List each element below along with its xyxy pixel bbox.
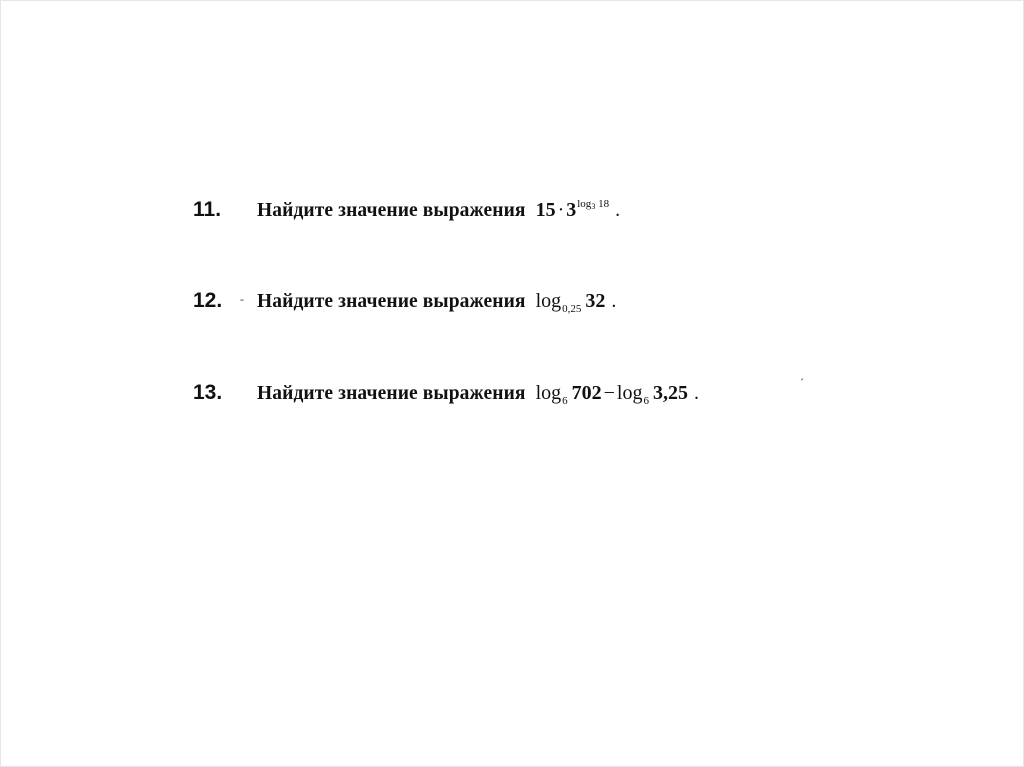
expression xyxy=(536,290,617,313)
problem-text: Найдите значение выражения xyxy=(257,200,526,221)
log-argument: 32 xyxy=(585,290,606,312)
expression xyxy=(536,199,620,222)
stray-mark: ´ xyxy=(800,376,804,390)
log-function: log xyxy=(616,382,643,404)
power-base: 3 xyxy=(566,199,577,221)
exponent xyxy=(577,198,609,210)
problem-12 xyxy=(193,289,616,313)
minus-sign: − xyxy=(603,382,615,404)
problem-text: Найдите значение выражения xyxy=(257,383,526,404)
problem-number: 11. xyxy=(193,198,222,221)
log-argument: 3,25 xyxy=(652,382,688,404)
log-function: log xyxy=(535,290,562,312)
period: . xyxy=(693,382,699,404)
problem-13 xyxy=(193,381,699,405)
period: . xyxy=(611,290,617,312)
coefficient: 15 xyxy=(535,199,556,221)
exponent-log: log xyxy=(577,198,592,210)
period: . xyxy=(615,199,621,221)
log-function: log xyxy=(535,382,562,404)
log-base: 0,25 xyxy=(562,303,582,315)
problem-text: Найдите значение выражения xyxy=(257,291,526,312)
log-base: 6 xyxy=(643,395,649,407)
problem-11 xyxy=(193,198,620,222)
exponent-log-base: 3 xyxy=(591,202,596,211)
problem-number: 12. xyxy=(193,289,223,312)
expression xyxy=(536,382,699,405)
exponent-arg: 18 xyxy=(598,198,610,210)
log-argument: 702 xyxy=(571,382,602,404)
multiply-sign: · xyxy=(557,199,565,221)
problem-number: 13. xyxy=(193,381,223,404)
log-base: 6 xyxy=(562,395,568,407)
stray-mark: - xyxy=(240,292,244,306)
